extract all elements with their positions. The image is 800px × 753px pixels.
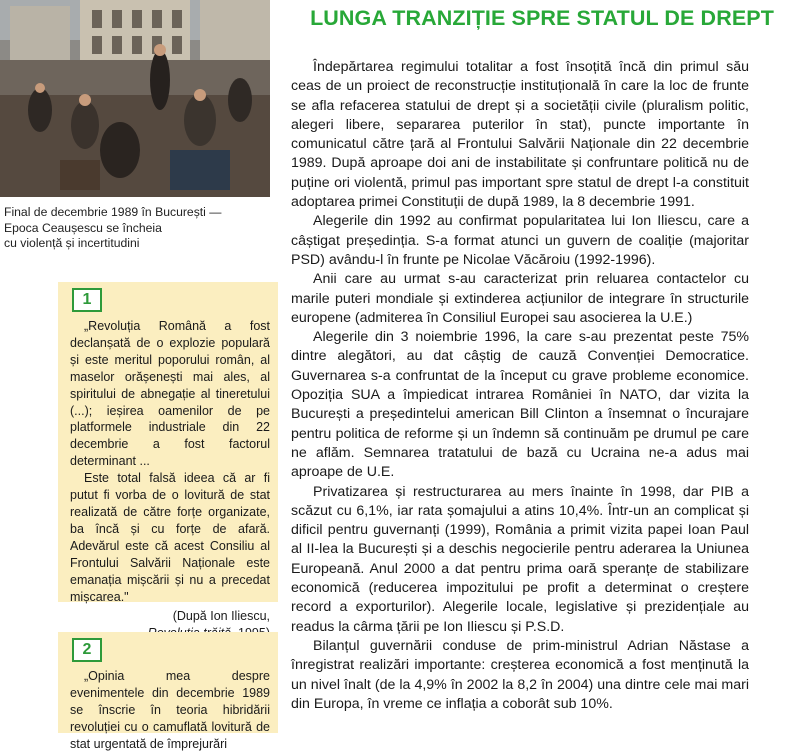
source-quote: [70, 668, 270, 753]
caption-line: Final de decembrie 1989 în București —: [4, 205, 222, 219]
article-paragraph: Privatizarea și restructurarea au mers înainte în 1998, dar PIB a scăzut cu 6,1%, iar rata șomajului a atins 10,4%. Într-un an complicat și dificil pentru guvernanți (1999), România a primit vizita papei Ioan Paul al II-lea la București și a deschis negocierile pentru aderarea la Uniunea Europeană. Anul 2000 a dat pentru prima oară speranțe de stabilizare economică (reducerea impozitului pe profit a determinat o creștere record a exporturilor). Alegerile locale, legislative și prezidențiale au readus la cârma țării pe Ion Iliescu și P.S.D.: [291, 483, 749, 635]
article-paragraph: Bilanțul guvernării conduse de prim-ministrul Adrian Năstase a înregistrat realizări importante: creșterea economică a fost menținută la un nivel înalt (de la 4,9% în 2002 la 8,2 în 2004) una dintre cele mai mari din Europa, în vreme ce inflația a coborât sub 10%.: [291, 637, 749, 712]
article-title: LUNGA TRANZIȚIE SPRE STATUL DE DREPT: [310, 6, 774, 30]
revolution-crowd-photo: [0, 0, 270, 197]
source-box-2: [58, 632, 278, 751]
quote-paragraph: „Revoluția Română a fost declanșată de o explozie populară și este meritul poporului român, al maselor orășenești mai ales, al spiritului de abnegație al tineretului (...); ieșirea oamenilor de pe platformele industriale din 22 decembrie a fost factorul determinant ...: [70, 319, 270, 469]
source-box-1: [58, 282, 278, 624]
source-quote: [70, 318, 270, 642]
article-paragraph: Anii care au urmat s-au caracterizat prin reluarea contactelor cu marile puteri mondiale și extinderea acțiunilor de integrare în structurile europene (admiterea în Consiliul Europei sau asocierea la U.E.): [291, 271, 749, 326]
source-number-badge: 1: [72, 288, 102, 312]
source-number-badge: 2: [72, 638, 102, 662]
article-paragraph: Alegerile din 3 noiembrie 1996, la care s-au prezentat peste 75% dintre alegători, au dat câștig de cauză Convenției Democratice. Guvernarea s-a confruntat de la început cu grave probleme economice. Opoziția SUA a împiedicat intrarea României în NATO, dar vizita la București a președintelui american Bill Clinton a însemnat o încurajare pentru politica de reforme și un îndemn să continuăm pe drumul pe care ne aflăm. Semnarea tratatului de bază cu Ucraina ne-a adus mai aproape de U.E.: [291, 329, 749, 481]
quote-paragraph: „Opinia mea despre evenimentele din decembrie 1989 se înscrie în teoria hibridării revoluției cu o camuflată lovitură de stat urgentată de împrejurări: [70, 669, 270, 751]
quote-paragraph: Este total falsă ideea că ar fi putut fi vorba de o lovitură de stat realizată de către forțe organizate, ba încă și cu forțe de afară. Adevărul este că acest Consiliu al Frontului Salvării Naționale este emanația mișcării și nu a precedat mișcarea.": [70, 471, 270, 604]
caption-line: Epoca Ceaușescu se încheia: [4, 220, 162, 235]
article-paragraph: Îndepărtarea regimului totalitar a fost însoțită încă din primul său ceas de un proiect de reconstrucție instituțională în care la loc de frunte se afla refacerea statului de drept și a societății civile (pluralism politic, alegeri libere, separarea puterilor în stat), puncte importante în comunicatul către țară al Frontului Salvării Naționale din 22 decembrie 1989. După aproape doi ani de instabilitate și confruntare politică nu de puține ori violentă, primul pas important spre statul de drept l-a constituit adoptarea primei Constituții de după 1989, la 8 decembrie 1991.: [291, 59, 749, 211]
citation-author: (După Ion Iliescu,: [172, 609, 270, 624]
article-body: [291, 58, 749, 714]
article-paragraph: Alegerile din 1992 au confirmat popularitatea lui Ion Iliescu, care a câștigat președinția. S-a format atunci un guvern de coaliție (majoritar PSD) avându-l în frunte pe Nicolae Văcăroiu (1992-1996).: [291, 213, 749, 268]
photo-caption: [4, 205, 284, 252]
caption-line: cu violență și incertitudini: [4, 236, 140, 250]
